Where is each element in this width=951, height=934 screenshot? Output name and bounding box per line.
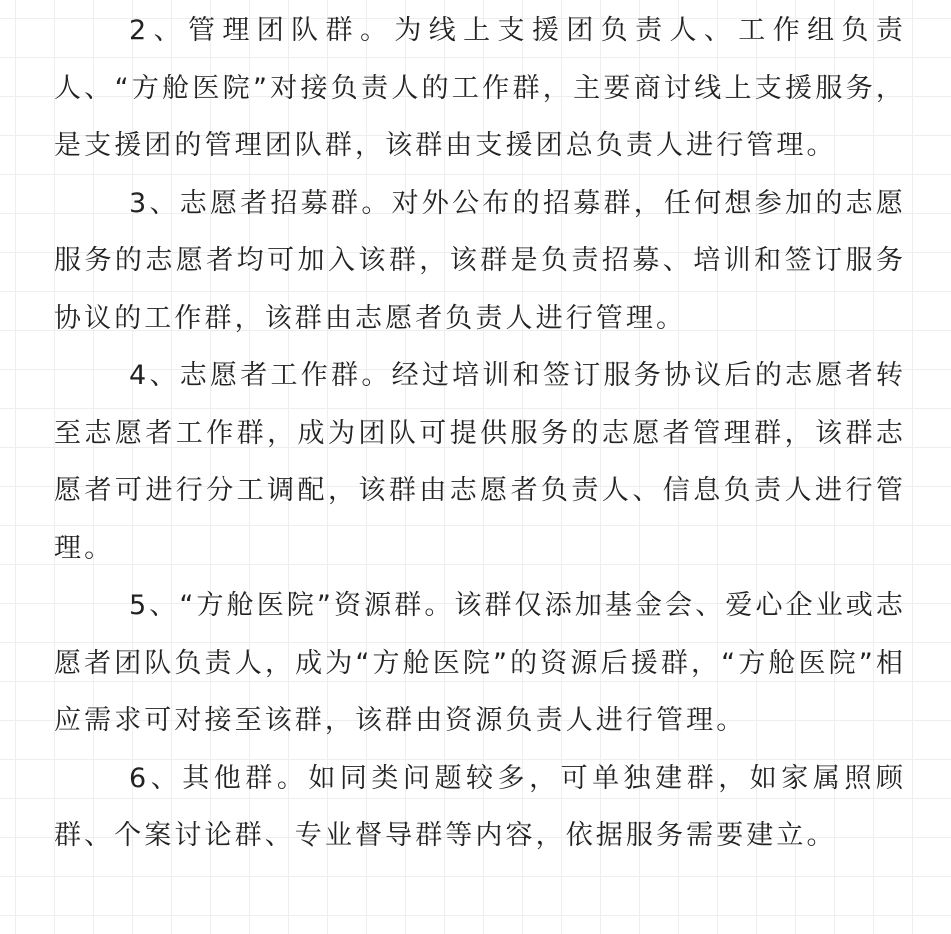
document-body (54, 2, 906, 865)
paragraph-item-3-volunteer-recruitment-group: 3、志愿者招募群。对外公布的招募群，任何想参加的志愿服务的志愿者均可加入该群，该群是负责招募、培训和签订服务协议的工作群，该群由志愿者负责人进行管理。 (54, 187, 906, 334)
paragraph-item-5-resource-group: 5、“方舱医院”资源群。该群仅添加基金会、爱心企业或志愿者团队负责人，成为“方舱医院”的资源后援群，“方舱医院”相应需求可对接至该群，该群由资源负责人进行管理。 (54, 590, 906, 736)
paragraph-item-6-other-groups: 6、其他群。如同类问题较多，可单独建群，如家属照顾群、个案讨论群、专业督导群等内容，依据服务需要建立。 (54, 762, 906, 851)
paragraph-item-4-volunteer-work-group: 4、志愿者工作群。经过培训和签订服务协议后的志愿者转至志愿者工作群，成为团队可提供服务的志愿者管理群，该群志愿者可进行分工调配，该群由志愿者负责人、信息负责人进行管理。 (54, 360, 906, 564)
paragraph-item-2-management-group: 2、管理团队群。为线上支援团负责人、工作组负责人、“方舱医院”对接负责人的工作群，主要商讨线上支援服务，是支援团的管理团队群，该群由支援团总负责人进行管理。 (54, 15, 906, 161)
